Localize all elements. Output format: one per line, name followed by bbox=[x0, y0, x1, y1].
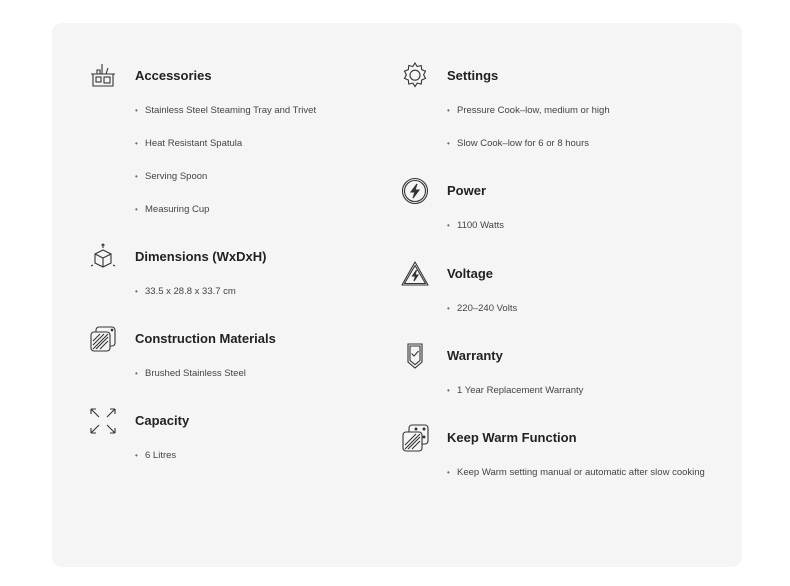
list-item: • 220–240 Volts bbox=[447, 303, 517, 336]
settings-list bbox=[447, 105, 610, 171]
section-title: Construction Materials bbox=[135, 331, 276, 346]
dimensions-list bbox=[135, 286, 236, 319]
expand-arrows-icon bbox=[88, 406, 118, 436]
list-item: • 1100 Watts bbox=[447, 220, 504, 253]
list-item: • Stainless Steel Steaming Tray and Trivet bbox=[135, 105, 316, 138]
section-title: Keep Warm Function bbox=[447, 430, 577, 445]
section-title: Accessories bbox=[135, 68, 212, 83]
list-item: • Serving Spoon bbox=[135, 171, 316, 204]
section-title: Dimensions (WxDxH) bbox=[135, 249, 267, 264]
shield-check-icon bbox=[400, 341, 430, 371]
list-item: • 33.5 x 28.8 x 33.7 cm bbox=[135, 286, 236, 319]
accessories-list bbox=[135, 105, 316, 237]
list-item: • 6 Litres bbox=[135, 450, 176, 483]
section-title: Power bbox=[447, 183, 487, 198]
high-voltage-triangle-icon bbox=[400, 259, 430, 289]
list-item: • Measuring Cup bbox=[135, 204, 316, 237]
list-item: • Pressure Cook–low, medium or high bbox=[447, 105, 610, 138]
cube-dimensions-icon bbox=[88, 242, 118, 272]
list-item: • Keep Warm setting manual or automatic after slow cooking bbox=[447, 459, 712, 492]
list-item: • Heat Resistant Spatula bbox=[135, 138, 316, 171]
pot-utensils-icon bbox=[88, 61, 118, 91]
warranty-list bbox=[447, 385, 583, 418]
list-item: • Slow Cook–low for 6 or 8 hours bbox=[447, 138, 610, 171]
voltage-list bbox=[447, 303, 517, 336]
specifications-card bbox=[52, 23, 742, 567]
list-item: • Brushed Stainless Steel bbox=[135, 368, 246, 401]
section-title: Warranty bbox=[447, 348, 503, 363]
list-item: • 1 Year Replacement Warranty bbox=[447, 385, 583, 418]
section-title: Settings bbox=[447, 68, 499, 83]
capacity-list bbox=[135, 450, 176, 483]
section-title: Voltage bbox=[447, 266, 493, 281]
power-list bbox=[447, 220, 504, 253]
construction-list bbox=[135, 368, 246, 401]
lightning-circle-icon bbox=[400, 176, 430, 206]
keep-warm-list bbox=[447, 467, 712, 492]
section-title: Capacity bbox=[135, 413, 190, 428]
gear-icon bbox=[400, 61, 430, 91]
keep-warm-icon bbox=[400, 423, 430, 453]
material-swatch-icon bbox=[88, 324, 118, 354]
